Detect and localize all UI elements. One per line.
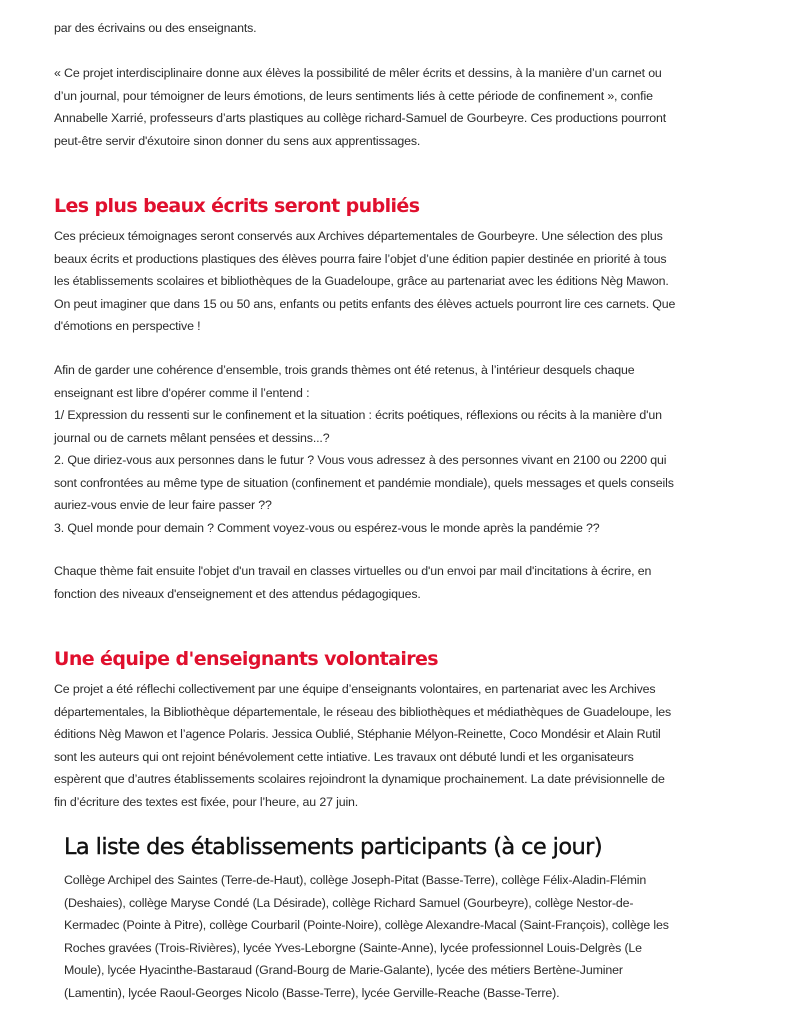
theme-item-2: 2. Que diriez-vous aux personnes dans le futur ? Vous vous adressez à des personnes vivant en 2100 ou 2200 qui bbox=[54, 453, 667, 467]
text-line: éditions Nèg Mawon et l’agence Polaris. Jessica Oublié, Stéphanie Mélyon-Reinette, Coco Mondésir et Alain Rutil bbox=[54, 727, 661, 741]
text-line: journal ou de carnets mêlant pensées et dessins...? bbox=[54, 430, 330, 445]
text-line: (Deshaies), collège Maryse Condé (La Désirade), collège Richard Samuel (Gourbeyre), collège Nestor-de- bbox=[64, 895, 634, 910]
establishments-list-paragraph bbox=[64, 869, 764, 1004]
text-line: Ces précieux témoignages seront conservés aux Archives départementales de Gourbeyre. Une sélection des plus bbox=[54, 229, 663, 243]
section-heading-list: La liste des établissements participants (à ce jour) bbox=[64, 834, 602, 860]
text-line: d'émotions en perspective ! bbox=[54, 319, 201, 333]
text-line: fonction des niveaux d'enseignement et des attendus pédagogiques. bbox=[54, 586, 421, 601]
text-line: sont les auteurs qui ont rejoint bénévolement cette intiative. Les travaux ont débuté lundi et les organisateurs bbox=[54, 749, 634, 764]
section-heading-published: Les plus beaux écrits seront publiés bbox=[54, 195, 420, 217]
text-line: peut-être servir d'éxutoire sinon donner du sens aux apprentissages. bbox=[54, 133, 421, 148]
published-paragraph-1 bbox=[54, 225, 754, 338]
text-line: On peut imaginer que dans 15 ou 50 ans, enfants ou petits enfants des élèves actuels pourront lire ces carnets. Que bbox=[54, 296, 676, 311]
text-line: Afin de garder une cohérence d’ensemble, trois grands thèmes ont été retenus, à l’intérieur desquels chaque bbox=[54, 363, 635, 377]
text-line: Chaque thème fait ensuite l'objet d'un travail en classes virtuelles ou d'un envoi par mail d'incitations à écrire, en bbox=[54, 564, 652, 578]
section-heading-team: Une équipe d'enseignants volontaires bbox=[54, 648, 439, 670]
text-line: Ce projet a été réflechi collectivement par une équipe d’enseignants volontaires, en partenariat avec les Archives bbox=[54, 682, 656, 696]
text-line: par des écrivains ou des enseignants. bbox=[54, 21, 257, 35]
text-line: Kermadec (Pointe à Pitre), collège Courbaril (Pointe-Noire), collège Alexandre-Macal (Saint-François), collège les bbox=[64, 918, 669, 932]
text-line: enseignant est libre d'opérer comme il l’entend : bbox=[54, 385, 310, 400]
text-line: beaux écrits et productions plastiques des élèves pourra faire l’objet d’une édition papier destinée en priorité à tous bbox=[54, 251, 667, 266]
text-line: Annabelle Xarrié, professeurs d’arts plastiques au collège richard-Samuel de Gourbeyre. Ces productions pourront bbox=[54, 111, 667, 125]
text-line: sont confrontées au même type de situation (confinement et pandémie mondiale), quels messages et quels conseils bbox=[54, 475, 674, 490]
team-paragraph bbox=[54, 678, 754, 813]
text-line: fin d’écriture des textes est fixée, pour l’heure, au 27 juin. bbox=[54, 794, 359, 809]
intro-tail-paragraph bbox=[54, 17, 754, 40]
text-line: départementales, la Bibliothèque départementale, le réseau des bibliothèques et médiathèques de Guadeloupe, les bbox=[54, 704, 672, 719]
text-line: Moule), lycée Hyacinthe-Bastaraud (Grand-Bourg de Marie-Galante), lycée des métiers Bertène-Juminer bbox=[64, 963, 623, 977]
text-line: espèrent que d’autres établissements scolaires rejoindront la dynamique prochainement. La date prévisionnelle de bbox=[54, 772, 665, 786]
quote-paragraph bbox=[54, 62, 754, 152]
published-paragraph-themes bbox=[54, 359, 754, 539]
theme-item-1: 1/ Expression du ressenti sur le confinement et la situation : écrits poétiques, réflexions ou récits à la manière d'un bbox=[54, 408, 662, 422]
text-line: Collège Archipel des Saintes (Terre-de-Haut), collège Joseph-Pitat (Basse-Terre), collège Félix-Aladin-Flémin bbox=[64, 873, 647, 887]
text-line: Roches gravées (Trois-Rivières), lycée Yves-Leborgne (Sainte-Anne), lycée professionnel Louis-Delgrès (Le bbox=[64, 940, 642, 955]
text-line: auriez-vous envie de leur faire passer ?? bbox=[54, 498, 272, 512]
text-line: d’un journal, pour témoigner de leurs émotions, de leurs sentiments liés à cette période de confinement », confie bbox=[54, 88, 653, 103]
published-paragraph-3 bbox=[54, 560, 754, 605]
text-line: les établissements scolaires et bibliothèques de la Guadeloupe, grâce au partenariat avec les éditions Nèg Mawon. bbox=[54, 274, 669, 288]
text-line: (Lamentin), lycée Raoul-Georges Nicolo (Basse-Terre), lycée Gerville-Reache (Basse-Terre). bbox=[64, 985, 560, 1000]
text-line: « Ce projet interdisciplinaire donne aux élèves la possibilité de mêler écrits et dessins, à la manière d’un carnet ou bbox=[54, 66, 662, 80]
theme-item-3: 3. Quel monde pour demain ? Comment voyez-vous ou espérez-vous le monde après la pandémie ?? bbox=[54, 520, 600, 535]
